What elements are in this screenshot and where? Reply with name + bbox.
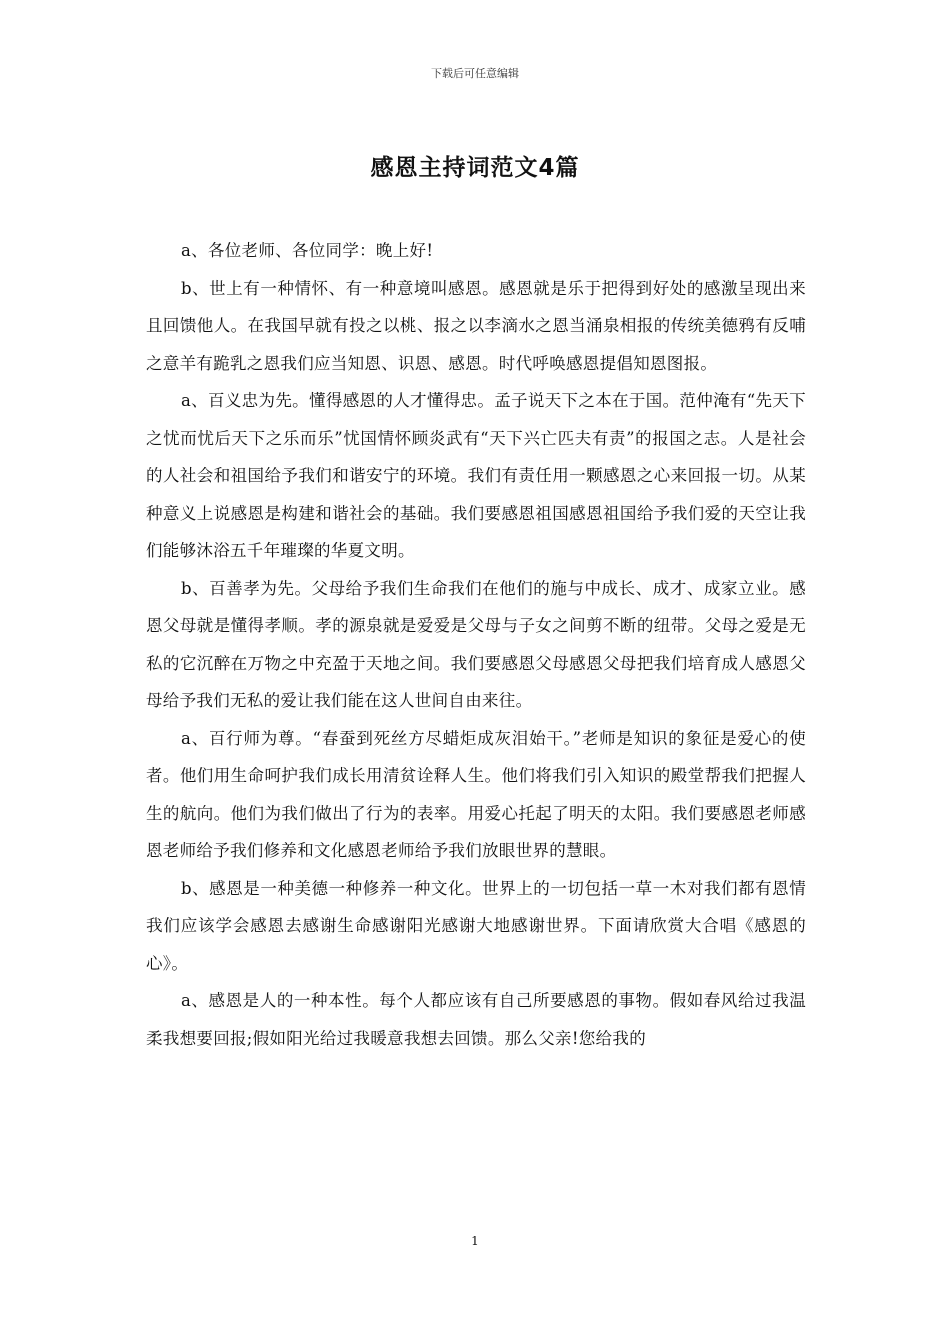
paragraph: b、感恩是一种美德一种修养一种文化。世界上的一切包括一草一木对我们都有恩情我们应该学会感恩去感谢生命感谢阳光感谢大地感谢世界。下面请欣赏大合唱《感恩的心》。 [146, 878, 806, 973]
paragraph: a、百行师为尊。“春蚕到死丝方尽蜡炬成灰泪始干。”老师是知识的象征是爱心的使者。他们用生命呵护我们成长用清贫诠释人生。他们将我们引入知识的殿堂帮我们把握人生的航向。他们为我们做出了行为的表率。用爱心托起了明天的太阳。我们要感恩老师感恩老师给予我们修养和文化感恩老师给予我们放眼世界的慧眼。 [146, 728, 806, 860]
paragraph: a、各位老师、各位同学：晚上好! [181, 241, 434, 260]
paragraph: b、百善孝为先。父母给予我们生命我们在他们的施与中成长、成才、成家立业。感恩父母就是懂得孝顺。孝的源泉就是爱爱是父母与子女之间剪不断的纽带。父母之爱是无私的它沉醉在万物之中充盈于天地之间。我们要感恩父母感恩父母把我们培育成人感恩父母给予我们无私的爱让我们能在这人世间自由来往。 [146, 578, 806, 710]
header-note: 下载后可任意编辑 [431, 67, 519, 80]
document-title: 感恩主持词范文4篇 [370, 155, 580, 181]
paragraph: a、百义忠为先。懂得感恩的人才懂得忠。孟子说天下之本在于国。范仲淹有“先天下之忧而忧后天下之乐而乐”忧国情怀顾炎武有“天下兴亡匹夫有责”的报国之志。人是社会的人社会和祖国给予我们和谐安宁的环境。我们有责任用一颗感恩之心来回报一切。从某种意义上说感恩是构建和谐社会的基础。我们要感恩祖国感恩祖国给予我们爱的天空让我们能够沐浴五千年璀璨的华夏文明。 [146, 391, 806, 560]
paragraph: a、感恩是人的一种本性。每个人都应该有自己所要感恩的事物。假如春风给过我温柔我想要回报;假如阳光给过我暖意我想去回馈。那么父亲!您给我的 [146, 991, 806, 1048]
paragraph: b、世上有一种情怀、有一种意境叫感恩。感恩就是乐于把得到好处的感激呈现出来且回馈他人。在我国早就有投之以桃、报之以李滴水之恩当涌泉相报的传统美德鸦有反哺之意羊有跪乳之恩我们应当知恩、识恩、感恩。时代呼唤感恩提倡知恩图报。 [146, 278, 806, 373]
page-number: 1 [471, 1234, 479, 1248]
document-body [146, 232, 806, 1057]
